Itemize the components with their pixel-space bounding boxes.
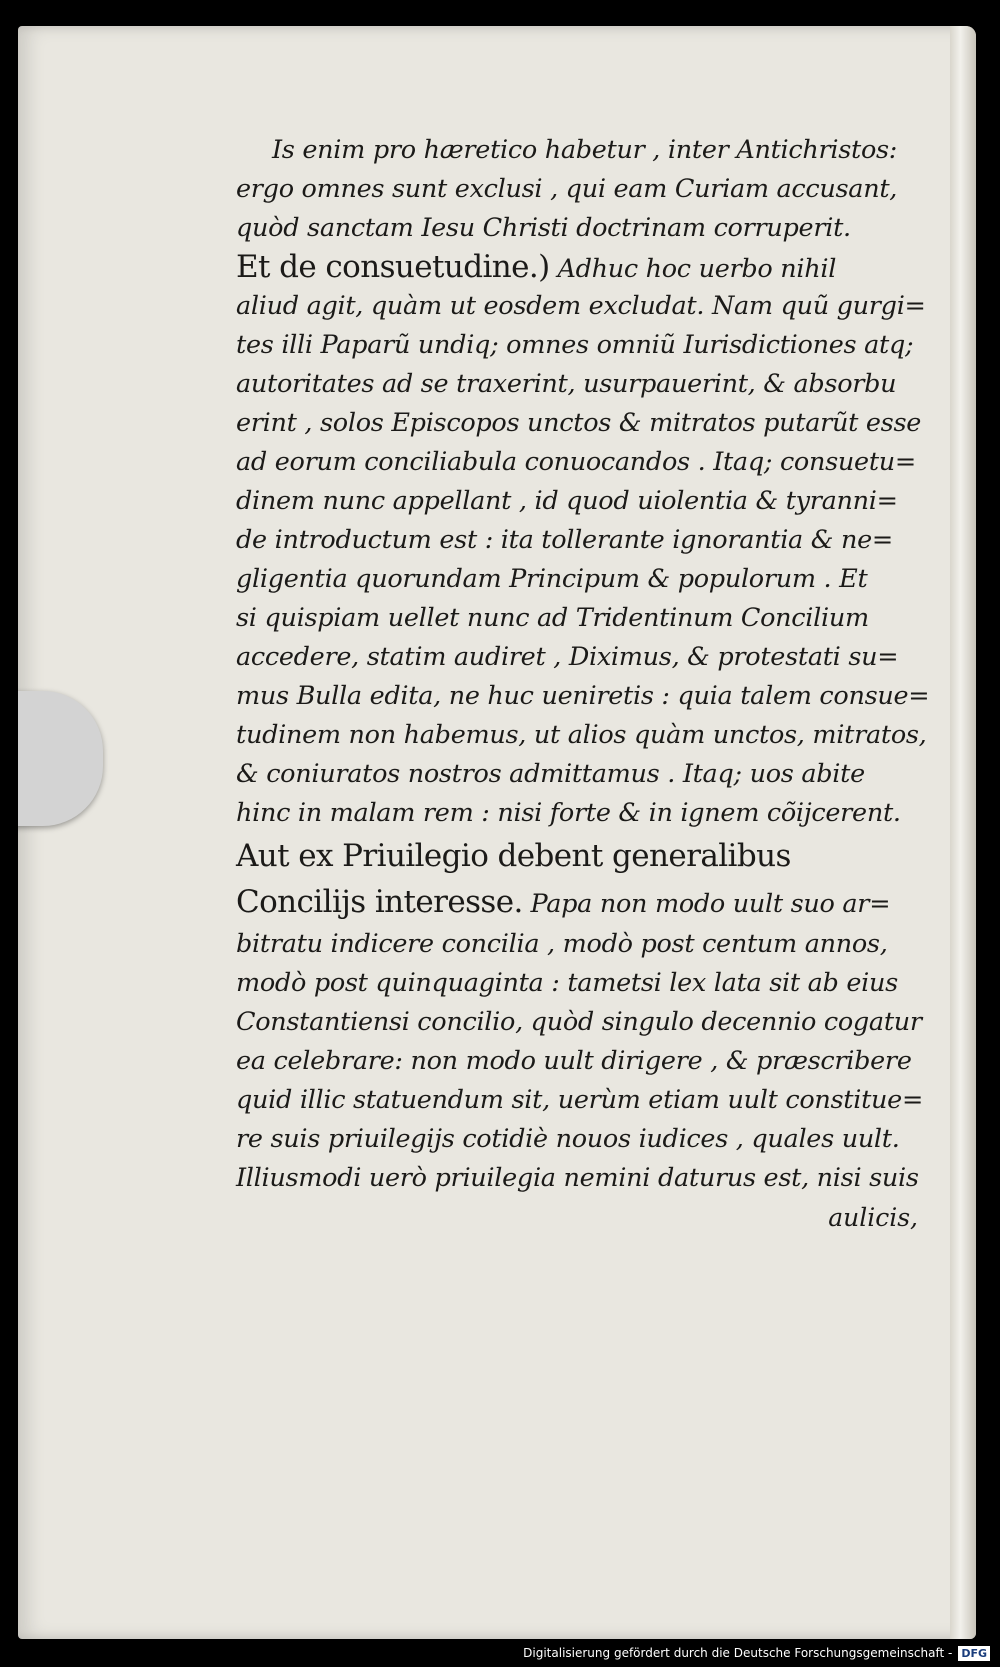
- dfg-logo: DFG: [958, 1646, 990, 1661]
- text-line: erint , solos Episcopos unctos & mitratos putarũt esse: [236, 408, 922, 438]
- text-line: hinc in malam rem : nisi forte & in ignem cõijcerent.: [236, 798, 901, 828]
- text-block: [236, 131, 930, 1237]
- text-line: gligentia quorundam Principum & populorum . Et: [236, 564, 868, 594]
- text-line: si quispiam uellet nunc ad Tridentinum Concilium: [236, 603, 869, 633]
- text-run: Adhuc hoc uerbo nihil: [557, 254, 837, 284]
- text-line: re suis priuilegijs cotidiè nouos iudices , quales uult.: [236, 1124, 900, 1154]
- page-clip-holder: [18, 691, 103, 826]
- section-heading: Et de consuetudine.): [236, 249, 550, 285]
- text-line: Is enim pro hæretico habetur , inter Antichristos:: [272, 135, 898, 165]
- section-heading: Concilijs interesse.: [236, 884, 523, 920]
- text-line: autoritates ad se traxerint, usurpauerint, & absorbu: [236, 369, 897, 399]
- digitization-footer: [0, 1639, 1000, 1667]
- text-line: mus Bulla edita, ne huc ueniretis : quia talem consue=: [236, 681, 930, 711]
- text-line: dinem nunc appellant , id quod uiolentia & tyranni=: [236, 486, 898, 516]
- text-line: quid illic statuendum sit, uerùm etiam uult constitue=: [236, 1085, 924, 1115]
- text-line: ergo omnes sunt exclusi , qui eam Curiam accusant,: [236, 174, 898, 204]
- text-line: & coniuratos nostros admittamus . Itaq; uos abite: [236, 759, 865, 789]
- book-page: [18, 26, 976, 1639]
- text-line: Illiusmodi uerò priuilegia nemini daturus est, nisi suis: [236, 1163, 919, 1193]
- text-line: tudinem non habemus, ut alios quàm unctos, mitratos,: [236, 720, 927, 750]
- text-line: de introductum est : ita tollerante ignorantia & ne=: [236, 525, 893, 555]
- text-line: bitratu indicere concilia , modò post centum annos,: [236, 929, 888, 959]
- text-run: Papa non modo uult suo ar=: [530, 889, 891, 919]
- section-heading: Aut ex Priuilegio debent generalibus: [236, 838, 791, 874]
- text-line: aliud agit, quàm ut eosdem excludat. Nam quũ gurgi=: [236, 291, 926, 321]
- text-line: accedere, statim audiret , Diximus, & protestati su=: [236, 642, 899, 672]
- text-line-mixed: [236, 248, 926, 287]
- footer-text: Digitalisierung gefördert durch die Deutsche Forschungsgemeinschaft -: [523, 1646, 953, 1660]
- text-line: tes illi Paparũ undiq; omnes omniũ Iurisdictiones atq;: [236, 330, 914, 360]
- text-line: Constantiensi concilio, quòd singulo decennio cogatur: [236, 1007, 922, 1037]
- text-line: ea celebrare: non modo uult dirigere , & præscribere: [236, 1046, 912, 1076]
- catchword: aulicis,: [828, 1203, 918, 1232]
- page-fore-edge: [950, 26, 976, 1639]
- text-line-mixed: [236, 879, 926, 925]
- text-line: ad eorum conciliabula conuocandos . Itaq; consuetu=: [236, 447, 916, 477]
- text-line: quòd sanctam Iesu Christi doctrinam corruperit.: [236, 213, 851, 243]
- text-line: modò post quinquaginta : tametsi lex lata sit ab eius: [236, 968, 898, 998]
